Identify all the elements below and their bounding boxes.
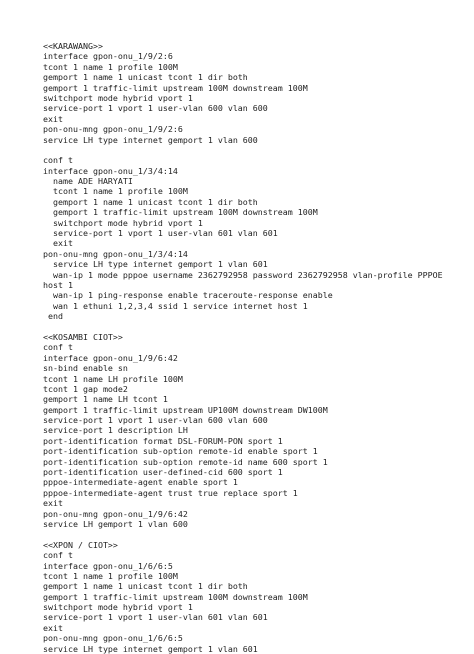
config-line: <<KARAWANG>>: [43, 41, 103, 51]
config-line: gemport 1 traffic-limit upstream 100M downstream 100M: [43, 591, 308, 602]
config-line: service-port 1 vport 1 user-vlan 600 vlan 600: [43, 415, 268, 426]
config-line: wan-ip 1 mode pppoe username 2362792958 password 2362792958 vlan-profile PPPOE: [43, 269, 443, 280]
config-line: wan-ip 1 ping-response enable traceroute-response enable: [43, 290, 333, 301]
config-line: exit: [43, 622, 63, 633]
config-line: gemport 1 name 1 unicast tcont 1 dir both: [43, 72, 248, 83]
config-line: interface gpon-onu_1/9/6:42: [43, 352, 178, 363]
config-line: gemport 1 name 1 unicast tcont 1 dir both: [43, 581, 248, 592]
config-line: port-identification sub-option remote-id enable sport 1: [43, 446, 318, 457]
config-section: [43, 540, 463, 654]
config-line: gemport 1 traffic-limit upstream 100M downstream 100M: [43, 207, 318, 218]
config-line: exit: [43, 498, 63, 509]
config-line: service LH type internet gemport 1 vlan 601: [43, 643, 258, 654]
config-line: service LH type internet gemport 1 vlan 601: [43, 259, 268, 270]
config-line: switchport mode hybrid vport 1: [43, 602, 193, 613]
config-line: conf t: [43, 155, 73, 166]
config-line: tcont 1 gap mode2: [43, 383, 128, 394]
config-line: pon-onu-mng gpon-onu_1/6/6:5: [43, 633, 183, 644]
config-line: sn-bind enable sn: [43, 363, 128, 374]
config-document: [43, 41, 463, 654]
config-line: service LH gemport 1 vlan 600: [43, 518, 188, 529]
config-line: conf t: [43, 342, 73, 353]
config-line: wan 1 ethuni 1,2,3,4 ssid 1 service internet host 1: [43, 300, 308, 311]
config-line: pon-onu-mng gpon-onu_1/9/6:42: [43, 508, 188, 519]
config-line: gemport 1 name LH tcont 1: [43, 394, 168, 405]
config-line: switchport mode hybrid vport 1: [43, 217, 203, 228]
config-line: tcont 1 name LH profile 100M: [43, 373, 183, 384]
config-line: switchport mode hybrid vport 1: [43, 92, 193, 103]
config-line: pppoe-intermediate-agent enable sport 1: [43, 477, 238, 488]
config-line: pon-onu-mng gpon-onu_1/9/2:6: [43, 124, 183, 135]
config-line: <<XPON / CIOT>>: [43, 539, 118, 550]
config-line: gemport 1 traffic-limit upstream UP100M downstream DW100M: [43, 404, 328, 415]
config-line: service-port 1 description LH: [43, 425, 188, 436]
config-line: service-port 1 vport 1 user-vlan 600 vlan 600: [43, 103, 268, 114]
config-line: tcont 1 name 1 profile 100M: [43, 61, 178, 72]
config-line: service-port 1 vport 1 user-vlan 601 vlan 601: [43, 612, 268, 623]
config-line: tcont 1 name 1 profile 100M: [43, 570, 178, 581]
config-line: interface gpon-onu_1/9/2:6: [43, 51, 173, 62]
config-line: gemport 1 name 1 unicast tcont 1 dir both: [43, 196, 258, 207]
config-line: pon-onu-mng gpon-onu_1/3/4:14: [43, 248, 188, 259]
section-gap: [43, 529, 463, 539]
config-line: interface gpon-onu_1/3/4:14: [43, 165, 178, 176]
config-line: service LH type internet gemport 1 vlan 600: [43, 134, 258, 145]
config-line: exit: [43, 113, 63, 124]
config-line: service-port 1 vport 1 user-vlan 601 vlan 601: [43, 228, 278, 239]
config-line: <<KOSAMBI CIOT>>: [43, 331, 123, 342]
config-line: port-identification format DSL-FORUM-PON sport 1: [43, 435, 283, 446]
section-gap: [43, 322, 463, 332]
config-section: [43, 332, 463, 529]
config-line: port-identification sub-option remote-id name 600 sport 1: [43, 456, 328, 467]
config-line: exit: [43, 238, 73, 249]
config-line: tcont 1 name 1 profile 100M: [43, 186, 188, 197]
config-section: [43, 41, 463, 145]
config-line: end: [43, 311, 63, 322]
config-line: host 1: [43, 279, 73, 290]
config-line: gemport 1 traffic-limit upstream 100M downstream 100M: [43, 82, 308, 93]
config-line: pppoe-intermediate-agent trust true replace sport 1: [43, 487, 298, 498]
config-line: name ADE HARYATI: [43, 176, 133, 187]
config-line: interface gpon-onu_1/6/6:5: [43, 560, 173, 571]
config-line: port-identification user-defined-cid 600 sport 1: [43, 467, 283, 478]
config-section: [43, 155, 463, 321]
config-line: conf t: [43, 550, 73, 561]
section-gap: [43, 145, 463, 155]
